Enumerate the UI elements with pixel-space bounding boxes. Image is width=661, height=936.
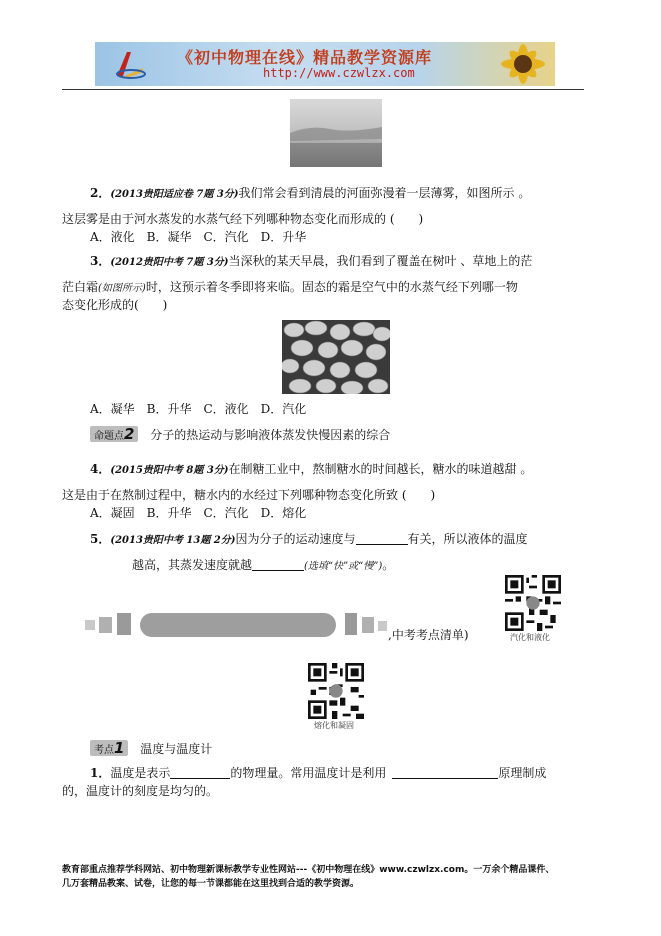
question-number: 2． bbox=[90, 186, 111, 200]
section-suffix: ,中考考点清单) bbox=[388, 628, 469, 642]
question-3-options: A．凝华 B．升华 C．液化 D．汽化 bbox=[90, 402, 307, 416]
kaodian-1-question-line-2: 的，温度计的刻度是均匀的。 bbox=[62, 784, 219, 798]
question-source: (2015贵阳中考 8题 3分) bbox=[110, 465, 229, 476]
question-text: 温度是表示 bbox=[110, 766, 171, 780]
question-text: 的物理量。常用温度计是利用 bbox=[230, 766, 387, 780]
footer-line-2: 几万套精品教案、试卷，让您的每一节课都能在这里找到合适的教学资源。 bbox=[62, 879, 360, 889]
banner-url[interactable]: http://www.czwlzx.com bbox=[263, 66, 415, 80]
question-text: 当深秋的某天早晨，我们看到了覆盖在树叶 、草地上的茫 bbox=[228, 254, 533, 268]
question-text: 我们常会看到清晨的河面弥漫着一层薄雾，如图所示 。 bbox=[238, 186, 531, 200]
logo-icon bbox=[113, 48, 147, 80]
question-number: 4． bbox=[90, 462, 111, 476]
answer-blank[interactable] bbox=[356, 531, 408, 545]
mingtidian-2-heading bbox=[90, 426, 390, 444]
kaodian-1-question-line-1 bbox=[90, 764, 546, 782]
answer-blank[interactable] bbox=[170, 765, 230, 779]
question-4-line-1 bbox=[90, 460, 532, 480]
question-text: 时，这预示着冬季即将来临。固态的霜是空气中的水蒸气经下列哪一物 bbox=[145, 280, 518, 294]
question-5-line-1 bbox=[90, 530, 528, 550]
question-3-line-3: 态变化形成的( ) bbox=[62, 298, 168, 312]
frost-leaves-photo bbox=[282, 320, 390, 394]
banner-title: 《初中物理在线》精品教学资源库 bbox=[177, 48, 433, 67]
section-decor-square bbox=[117, 613, 131, 635]
fill-hint: (选填“快”或“慢”) bbox=[304, 561, 383, 572]
question-3-line-2 bbox=[62, 278, 518, 298]
kaodian-title: 温度与温度计 bbox=[140, 742, 213, 756]
question-source: (2012贵阳中考 7题 3分) bbox=[110, 257, 229, 268]
sunflower-icon bbox=[493, 42, 553, 86]
section-decor-square bbox=[378, 621, 387, 631]
section-decor-square bbox=[345, 613, 357, 635]
fog-river-photo bbox=[290, 99, 382, 167]
question-text: 原理制成 bbox=[498, 766, 547, 780]
question-number: 5． bbox=[90, 532, 111, 546]
question-source: (2013贵阳中考 13题 2分) bbox=[110, 535, 236, 546]
question-3-line-1 bbox=[90, 252, 532, 272]
question-text: 越高，其蒸发速度就越 bbox=[132, 558, 253, 572]
question-text: 。 bbox=[382, 558, 395, 572]
question-4-line-2: 这是由于在熬制过程中，糖水内的水经过下列哪种物态变化所致 ( ) bbox=[62, 488, 436, 502]
kaodian-1-heading bbox=[90, 740, 212, 758]
question-4-options: A．凝固 B．升华 C．汽化 D．熔化 bbox=[90, 506, 307, 520]
header-banner bbox=[95, 42, 555, 86]
question-2-options: A．液化 B．凝华 C．汽化 D．升华 bbox=[90, 230, 307, 244]
figure-note: (如图所示) bbox=[98, 283, 146, 294]
section-decor-square bbox=[362, 617, 374, 633]
mingtidian-title: 分子的热运动与影响液体蒸发快慢因素的综合 bbox=[150, 428, 391, 442]
question-number: 1． bbox=[90, 766, 111, 780]
section-decor-square bbox=[85, 620, 95, 630]
answer-blank[interactable] bbox=[392, 765, 498, 779]
question-number: 3． bbox=[90, 254, 111, 268]
question-source: (2013贵阳适应卷 7题 3分) bbox=[110, 189, 239, 200]
qr-code-icon[interactable] bbox=[308, 663, 364, 719]
question-text: 有关，所以液体的温度 bbox=[407, 532, 528, 546]
question-text: 茫白霜 bbox=[62, 280, 99, 294]
answer-blank[interactable] bbox=[252, 557, 304, 571]
question-2-line-1 bbox=[90, 184, 530, 204]
question-text: 因为分子的运动速度与 bbox=[235, 532, 356, 546]
header-rule bbox=[62, 89, 584, 90]
qr-caption: 熔化和凝固 bbox=[314, 721, 354, 730]
mingtidian-tag: 命题点2 bbox=[90, 426, 138, 442]
question-2-line-2: 这层雾是由于河水蒸发的水蒸气经下列哪种物态变化而形成的 ( ) bbox=[62, 212, 424, 226]
qr-code-icon[interactable] bbox=[505, 575, 561, 631]
section-title-bar bbox=[140, 613, 336, 637]
qr-caption: 汽化和液化 bbox=[510, 633, 550, 642]
question-5-line-2 bbox=[132, 556, 394, 576]
section-decor-square bbox=[99, 617, 112, 633]
footer-line-1: 教育部重点推荐学科网站、初中物理新课标教学专业性网站---《初中物理在线》www.czwlzx.com。一万余个精品课件、 bbox=[62, 865, 555, 875]
kaodian-tag: 考点1 bbox=[90, 740, 128, 756]
question-text: 在制糖工业中，熬制糖水的时间越长，糖水的味道越甜 。 bbox=[228, 462, 533, 476]
